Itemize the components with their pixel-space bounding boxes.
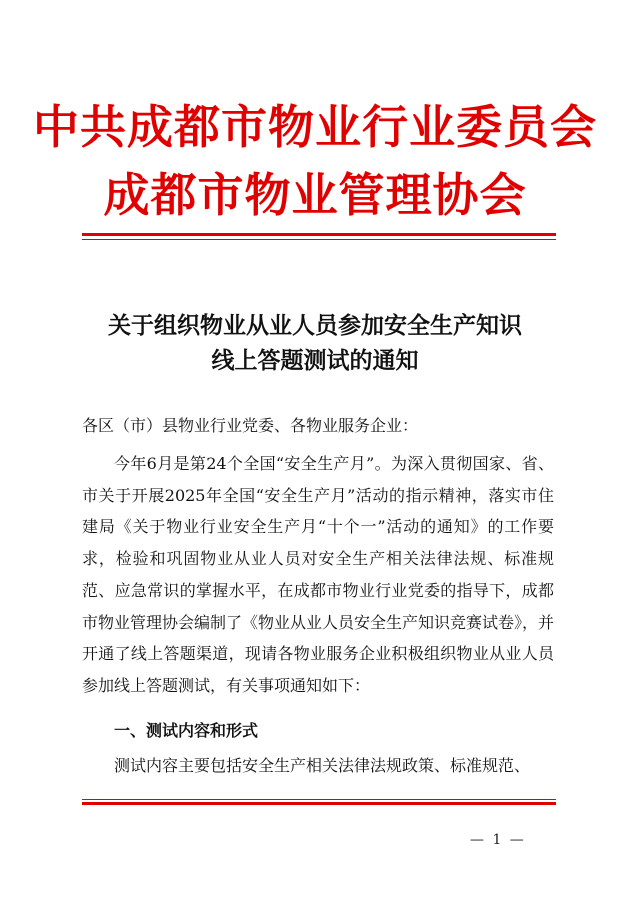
issuing-org-line-1: 中共成都市物业行业委员会 [33, 100, 597, 154]
document-title-line-1: 关于组织物业从业人员参加安全生产知识 [108, 312, 522, 339]
salutation: 各区（市）县物业行业党委、各物业服务企业： [82, 416, 419, 435]
footer-divider-thin [82, 799, 556, 800]
header-divider-thick [82, 233, 556, 236]
document-title-line-2: 线上答题测试的通知 [211, 347, 419, 374]
header-divider-thin [82, 239, 556, 240]
footer-divider-thick [82, 802, 556, 805]
body-paragraph-1: 今年6月是第24个全国“安全生产月”。为深入贯彻国家、省、市关于开展2025年全国“安全生产月”活动的指示精神，落实市住建局《关于物业行业安全生产月“十个一”活动的通知》的工作要求，检验和巩固物业从业人员对安全生产相关法律法规、标准规范、应急常识的掌握水平，在成都市物业行业党委的指导下，成都市物业管理协会编制了《物业从业人员安全生产知识竞赛试卷》，并开通了线上答题渠道，现请各物业服务企业积极组织物业从业人员参加线上答题测试，有关事项通知如下： [82, 454, 555, 695]
body-paragraph-2: 测试内容主要包括安全生产相关法律法规政策、标准规范、 [114, 756, 531, 775]
section-heading-1: 一、测试内容和形式 [114, 721, 259, 740]
issuing-org-line-2: 成都市物业管理协会 [103, 168, 527, 222]
page-number: — 1 — [470, 832, 526, 848]
